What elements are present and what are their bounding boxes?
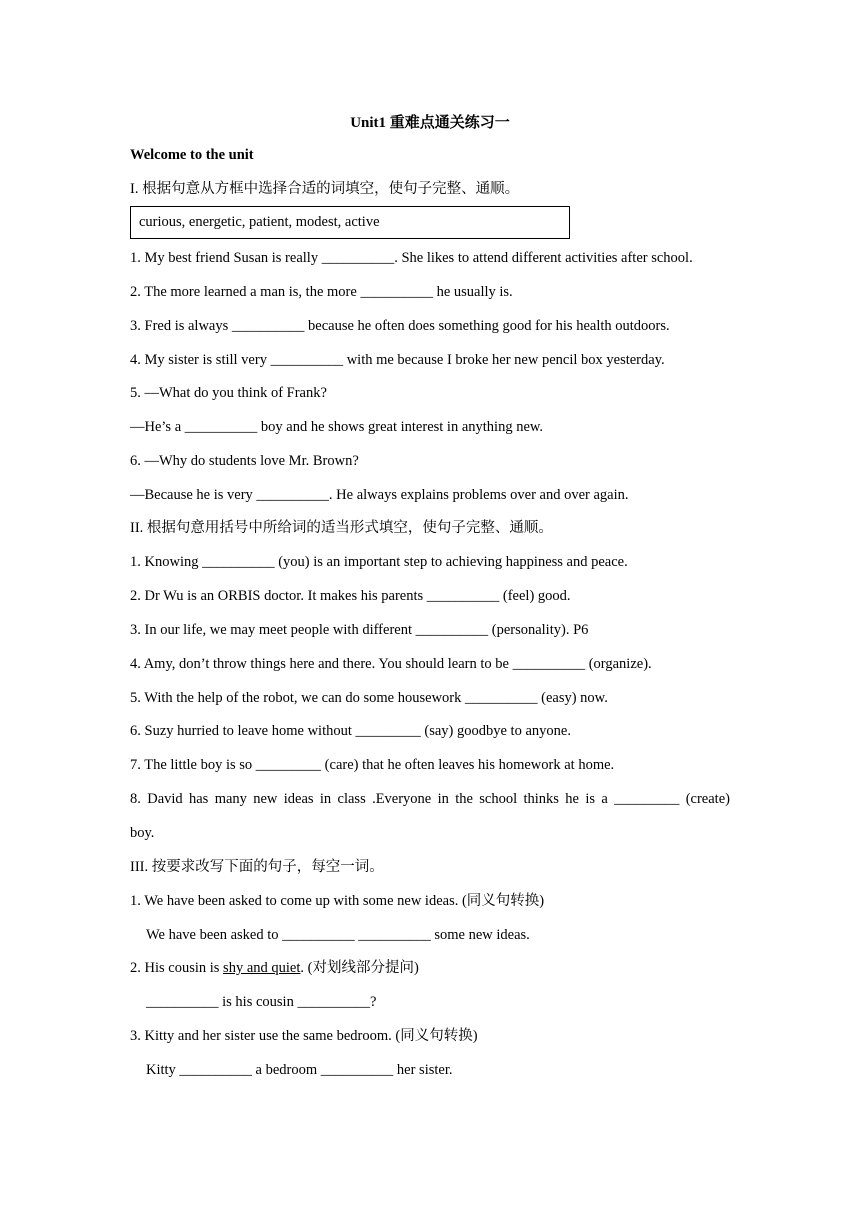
q2-before: 2. His cousin is bbox=[130, 960, 224, 976]
part2-item-5: 5. With the help of the robot, we can do some housework __________ (easy) now. bbox=[130, 690, 608, 706]
q2-after: . (对划线部分提问) bbox=[300, 960, 419, 976]
item8-word: has bbox=[189, 791, 209, 807]
item8-word: David bbox=[147, 791, 183, 807]
part2-item-8-end: boy. bbox=[130, 825, 155, 841]
item8-blank: _________ bbox=[614, 791, 680, 807]
part1-item-5-question: 5. —What do you think of Frank? bbox=[130, 385, 327, 401]
part2-item-1: 1. Knowing __________ (you) is an important step to achieving happiness and peace. bbox=[130, 554, 628, 570]
part1-item-6-question: 6. —Why do students love Mr. Brown? bbox=[130, 453, 359, 469]
part2-item-2: 2. Dr Wu is an ORBIS doctor. It makes his parents __________ (feel) good. bbox=[130, 588, 571, 604]
part3-instruction: III. 按要求改写下面的句子，每空一词。 bbox=[130, 859, 384, 875]
item8-word: 8. bbox=[130, 791, 141, 807]
item8-word: he bbox=[565, 791, 579, 807]
word-box: curious, energetic, patient, modest, active bbox=[130, 206, 570, 239]
part1-item-5-answer: —He’s a __________ boy and he shows great interest in anything new. bbox=[130, 419, 544, 435]
section-heading: Welcome to the unit bbox=[130, 147, 254, 163]
item8-word: many bbox=[214, 791, 247, 807]
page-title: Unit1 重难点通关练习一 bbox=[350, 115, 510, 131]
item8-word: thinks bbox=[523, 791, 559, 807]
item8-word: .Everyone bbox=[372, 791, 432, 807]
item8-word: is bbox=[585, 791, 595, 807]
part2-item-3: 3. In our life, we may meet people with different __________ (personality). P6 bbox=[130, 622, 589, 638]
item8-word: (create) bbox=[685, 791, 730, 807]
item8-word: in bbox=[319, 791, 332, 807]
part1-item-4: 4. My sister is still very __________ with me because I broke her new pencil box yesterday. bbox=[130, 352, 665, 368]
item8-word: the bbox=[455, 791, 473, 807]
part3-answer-2: __________ is his cousin __________? bbox=[146, 994, 377, 1010]
part1-item-6-answer: —Because he is very __________. He always explains problems over and over again. bbox=[130, 487, 629, 503]
item8-word: school bbox=[479, 791, 518, 807]
part3-question-1: 1. We have been asked to come up with some new ideas. (同义句转换) bbox=[130, 893, 545, 909]
part3-question-3: 3. Kitty and her sister use the same bedroom. (同义句转换) bbox=[130, 1028, 478, 1044]
item8-word: new bbox=[253, 791, 278, 807]
q2-underlined-phrase: shy and quiet bbox=[223, 960, 301, 976]
part3-answer-3: Kitty __________ a bedroom __________ her sister. bbox=[146, 1062, 453, 1078]
part1-item-3: 3. Fred is always __________ because he often does something good for his health outdoors. bbox=[130, 318, 670, 334]
part1-item-1: 1. My best friend Susan is really __________. She likes to attend different activities after school. bbox=[130, 250, 693, 266]
part1-instruction: I. 根据句意从方框中选择合适的词填空，使句子完整、通顺。 bbox=[130, 181, 520, 197]
item8-word: a bbox=[601, 791, 608, 807]
part2-instruction: II. 根据句意用括号中所给词的适当形式填空，使句子完整、通顺。 bbox=[130, 520, 553, 536]
part2-item-7: 7. The little boy is so _________ (care) that he often leaves his homework at home. bbox=[130, 757, 615, 773]
item8-word: class bbox=[337, 791, 366, 807]
item8-word: in bbox=[437, 791, 449, 807]
part1-item-2: 2. The more learned a man is, the more __________ he usually is. bbox=[130, 284, 513, 300]
part2-item-6: 6. Suzy hurried to leave home without _________ (say) goodbye to anyone. bbox=[130, 723, 571, 739]
part2-item-4: 4. Amy, don’t throw things here and there. You should learn to be __________ (organize). bbox=[130, 656, 652, 672]
item8-word: ideas bbox=[283, 791, 314, 807]
part3-answer-1: We have been asked to __________ __________ some new ideas. bbox=[146, 927, 530, 943]
part2-item-8 bbox=[130, 789, 730, 809]
part3-question-2 bbox=[130, 958, 419, 978]
